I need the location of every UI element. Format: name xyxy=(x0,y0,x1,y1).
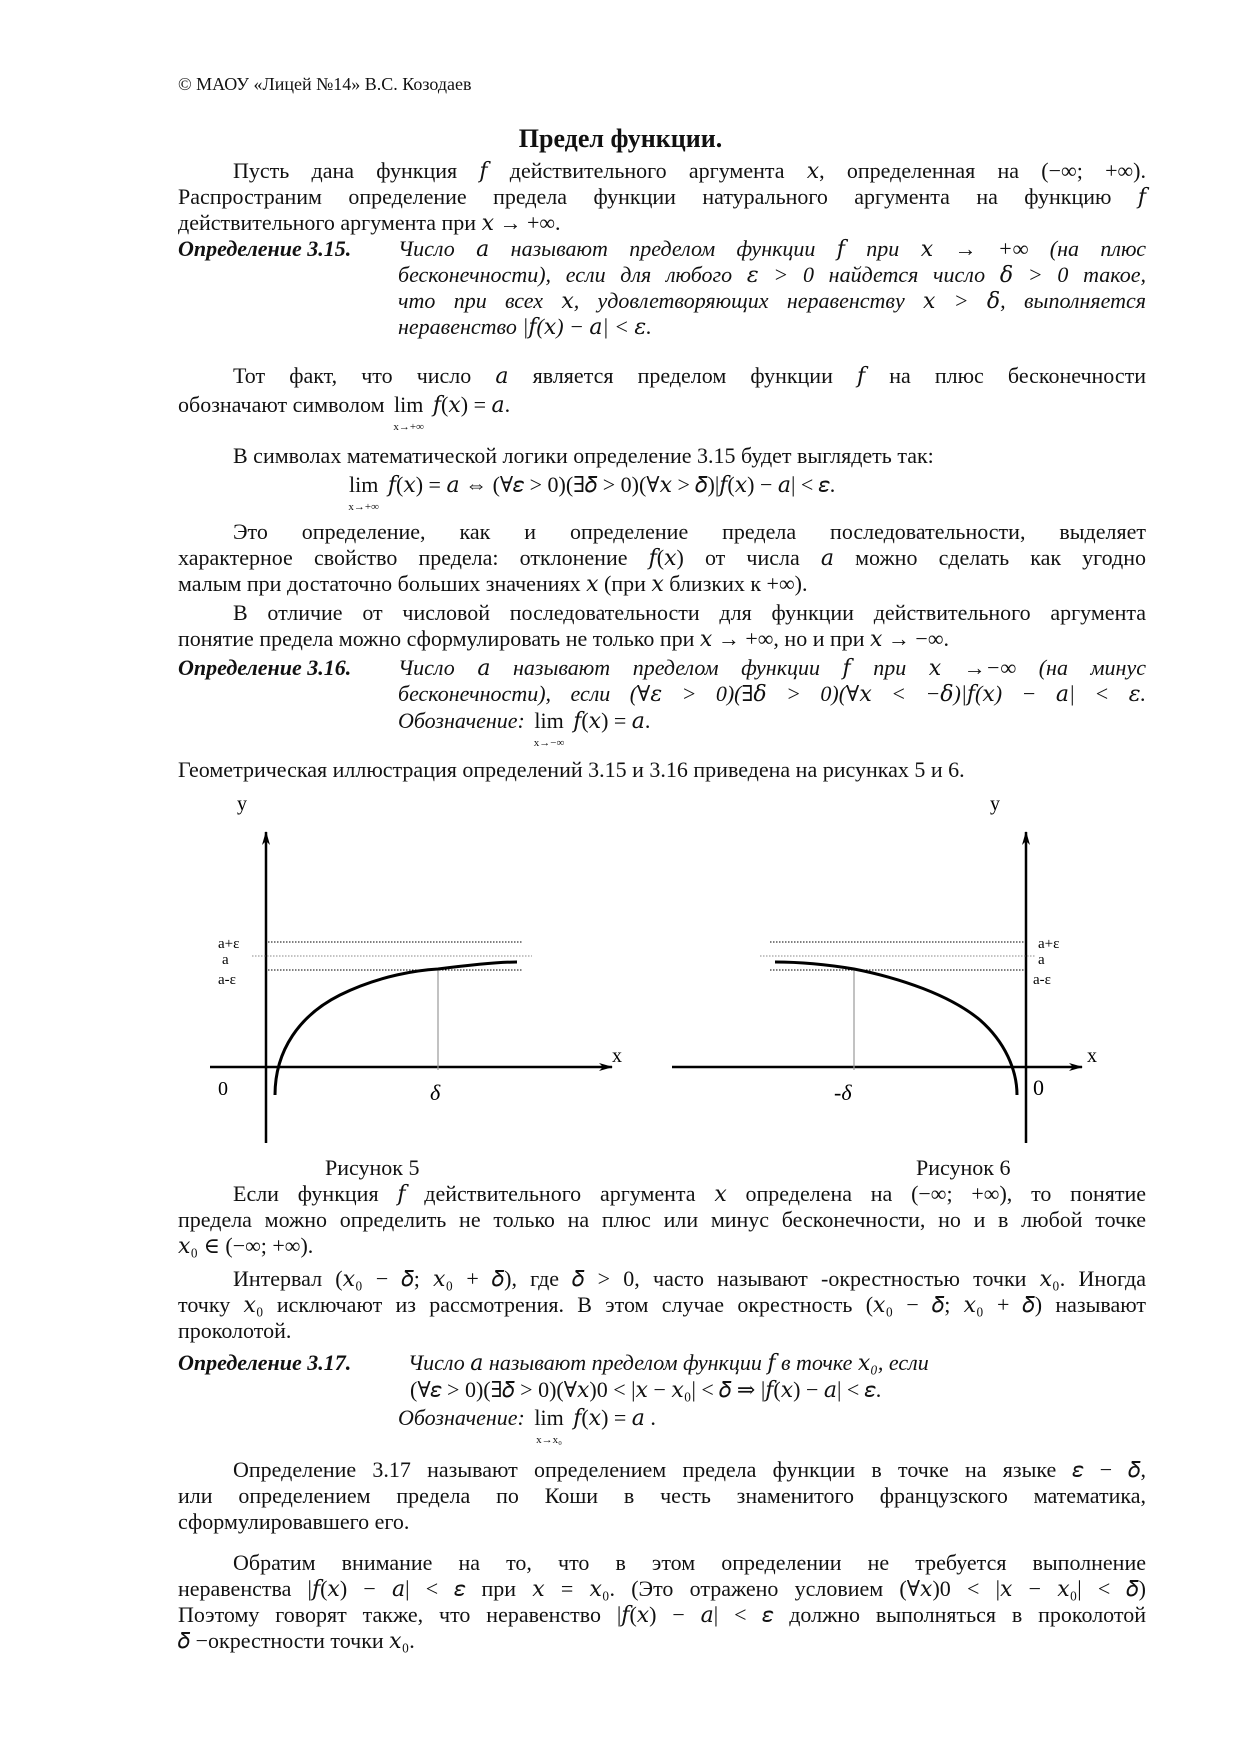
logic-expression: 𝑓(𝑥) = 𝑎 ⇔ (∀𝜀 > 0)(∃𝛿 > 0)(∀𝑥 > 𝛿)|𝑓(𝑥) − 𝑎| < 𝜀. xyxy=(387,472,836,497)
limit-notation xyxy=(533,708,565,749)
figures xyxy=(0,790,1241,1210)
lim-subscript: x→+∞ xyxy=(393,421,424,433)
x-label: x xyxy=(1087,1045,1097,1067)
lim-subscript: x→+∞ xyxy=(348,501,379,513)
figure-6-caption: Рисунок 6 xyxy=(916,1155,1011,1180)
fact-prefix: обозначают символом xyxy=(178,392,385,417)
delta-label: δ xyxy=(430,1080,441,1105)
fact-line-2 xyxy=(178,392,511,433)
limit-notation xyxy=(534,1405,564,1446)
figure-6 xyxy=(672,793,1097,1143)
origin-label: 0 xyxy=(1033,1075,1044,1100)
difference-line-2: понятие предела можно сформулировать не только при 𝑥 → +∞, но и при 𝑥 → −∞. xyxy=(178,626,950,651)
definition-3-15-line-1: Число 𝑎 называют пределом функции 𝑓 при 𝑥 → +∞ (на плюс xyxy=(398,236,1146,261)
lim-word: lim xyxy=(534,1405,564,1430)
interval-line-3: проколотой. xyxy=(178,1318,292,1343)
x-label: x xyxy=(612,1045,622,1067)
intro-line-1: Пусть дана функция 𝑓 действительного аргумента 𝑥, определенная на (−∞; +∞). xyxy=(233,158,1146,183)
limit-notation xyxy=(393,392,424,433)
definition-3-15-label: Определение 3.15. xyxy=(178,236,352,261)
point-intro-line-2: предела можно определить не только на плюс или минус бесконечности, но и в любой точке xyxy=(178,1207,1146,1232)
y-label: y xyxy=(990,793,1000,815)
cauchy-line-1: Определение 3.17 называют определением предела функции в точке на языке 𝜀 − 𝛿, xyxy=(233,1457,1146,1482)
lim-word: lim xyxy=(349,472,379,497)
point-intro-line-3: 𝑥₀ ∈ (−∞; +∞). xyxy=(178,1233,314,1258)
intro-line-2: Распространим определение предела функции натурального аргумента на функцию 𝑓 xyxy=(178,184,1146,209)
definition-3-16-line-2: бесконечности), если (∀𝜀 > 0)(∃𝛿 > 0)(∀𝑥 < −𝛿)|𝑓(𝑥) − 𝑎| < 𝜀. xyxy=(398,681,1146,706)
page-title: Предел функции. xyxy=(518,124,723,153)
function-curve xyxy=(775,962,1017,1095)
property-line-2: характерное свойство предела: отклонение 𝑓(𝑥) от числа 𝑎 можно сделать как угодно xyxy=(178,545,1146,570)
intro-line-3: действительного аргумента при 𝑥 → +∞. xyxy=(178,210,561,235)
notation-expression: 𝑓(𝑥) = 𝑎 . xyxy=(573,1405,656,1430)
a-label: a xyxy=(1038,952,1045,968)
limit-notation xyxy=(348,472,379,513)
y-label: y xyxy=(237,793,247,815)
lim-subscript: x→x₀ xyxy=(536,1434,562,1446)
definition-3-17-notation xyxy=(398,1405,656,1446)
logic-formula xyxy=(345,472,836,513)
cauchy-line-2: или определением предела по Коши в честь знаменитого французского математика, xyxy=(178,1483,1146,1508)
a-minus-eps-label: a-ε xyxy=(218,972,236,988)
a-plus-eps-label: a+ε xyxy=(218,936,240,952)
logic-line: В символах математической логики определение 3.15 будет выглядеть так: xyxy=(233,443,934,468)
a-plus-eps-label: a+ε xyxy=(1038,936,1060,952)
property-line-1: Это определение, как и определение предела последовательности, выделяет xyxy=(233,519,1146,544)
figure-5 xyxy=(210,793,622,1143)
a-label: a xyxy=(222,952,229,968)
copyright-header: © МАОУ «Лицей №14» В.С. Козодаев xyxy=(178,74,472,94)
origin-label: 0 xyxy=(218,1078,228,1100)
interval-line-2: точку 𝑥₀ исключают из рассмотрения. В этом случае окрестность (𝑥₀ − 𝛿; 𝑥₀ + 𝛿) называют xyxy=(178,1292,1146,1317)
notation-label: Обозначение: xyxy=(398,1405,525,1430)
definition-3-15-line-4: неравенство |𝑓(𝑥) − 𝑎| < 𝜀. xyxy=(398,314,652,339)
definition-3-16-line-1: Число 𝑎 называют пределом функции 𝑓 при 𝑥 →−∞ (на минус xyxy=(398,655,1146,680)
remark-line-4: 𝛿 −окрестности точки 𝑥₀. xyxy=(178,1628,415,1653)
figure-5-caption: Рисунок 5 xyxy=(325,1155,420,1180)
lim-word: lim xyxy=(394,392,424,417)
definition-3-17-line-1: Число 𝑎 называют пределом функции 𝑓 в точке 𝑥₀, если xyxy=(408,1350,929,1375)
cauchy-line-3: сформулировавшего его. xyxy=(178,1509,410,1534)
geometry-line: Геометрическая иллюстрация определений 3.15 и 3.16 приведена на рисунках 5 и 6. xyxy=(178,757,965,782)
remark-line-1: Обратим внимание на то, что в этом определении не требуется выполнение xyxy=(233,1550,1146,1575)
fact-line-1: Тот факт, что число 𝑎 является пределом функции 𝑓 на плюс бесконечности xyxy=(233,363,1146,388)
lim-word: lim xyxy=(534,708,564,733)
remark-line-3: Поэтому говорят также, что неравенство |𝑓(𝑥) − 𝑎| < 𝜀 должно выполняться в проколотой xyxy=(178,1602,1146,1627)
definition-3-17-label: Определение 3.17. xyxy=(178,1350,352,1375)
property-line-3: малым при достаточно больших значениях 𝑥 (при 𝑥 близких к +∞). xyxy=(178,571,808,596)
interval-line-1: Интервал (𝑥₀ − 𝛿; 𝑥₀ + 𝛿), где 𝛿 > 0, часто называют -окрестностью точки 𝑥₀. Иногда xyxy=(233,1266,1146,1291)
definition-3-15-line-3: что при всех 𝑥, удовлетворяющих неравенству 𝑥 > 𝛿, выполняется xyxy=(398,288,1146,313)
definition-3-17-line-2: (∀𝜀 > 0)(∃𝛿 > 0)(∀𝑥)0 < |𝑥 − 𝑥₀| < 𝛿 ⇒ |𝑓(𝑥) − 𝑎| < 𝜀. xyxy=(410,1377,882,1402)
point-intro-line-1: Если функция 𝑓 действительного аргумента 𝑥 определена на (−∞; +∞), то понятие xyxy=(233,1181,1146,1206)
function-curve xyxy=(275,962,517,1095)
remark-line-2: неравенства |𝑓(𝑥) − 𝑎| < 𝜀 при 𝑥 = 𝑥₀. (Это отражено условием (∀𝑥)0 < |𝑥 − 𝑥₀| < 𝛿) xyxy=(178,1576,1146,1601)
lim-subscript: x→−∞ xyxy=(533,737,565,749)
a-minus-eps-label: a-ε xyxy=(1033,972,1051,988)
definition-3-16-notation xyxy=(398,708,651,749)
notation-expression: 𝑓(𝑥) = 𝑎. xyxy=(573,708,651,733)
minus-delta-label: -δ xyxy=(834,1080,852,1105)
definition-3-16-label: Определение 3.16. xyxy=(178,655,352,680)
notation-label: Обозначение: xyxy=(398,708,525,733)
fact-expression: 𝑓(𝑥) = 𝑎. xyxy=(432,392,511,417)
definition-3-15-line-2: бесконечности), если для любого 𝜀 > 0 найдется число 𝛿 > 0 такое, xyxy=(398,262,1146,287)
difference-line-1: В отличие от числовой последовательности для функции действительного аргумента xyxy=(233,600,1146,625)
